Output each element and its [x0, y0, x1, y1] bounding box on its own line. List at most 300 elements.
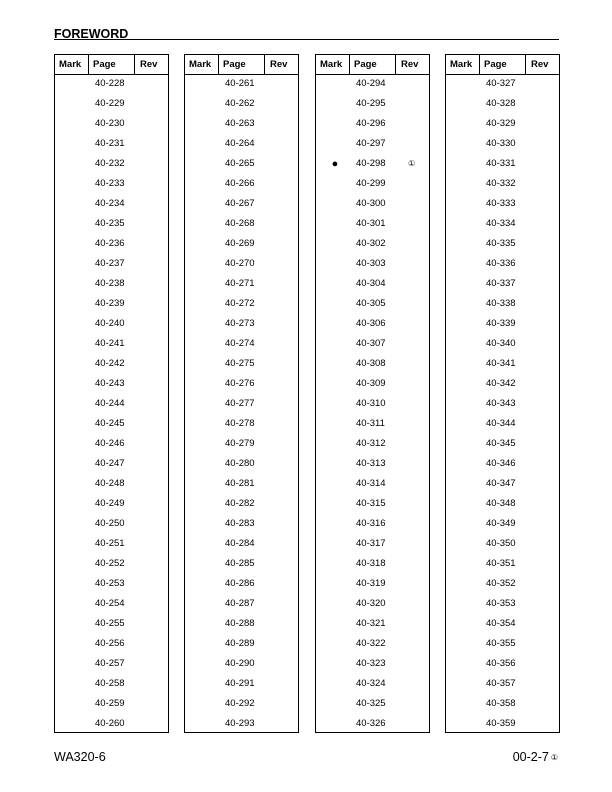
- page-column-header: Page: [89, 55, 135, 74]
- rev-cell: [135, 654, 168, 674]
- mark-cell: [316, 654, 350, 674]
- rev-cell: [265, 714, 298, 734]
- mark-cell: [316, 74, 350, 94]
- rev-cell: [396, 94, 429, 114]
- page-cell: 40-281: [225, 478, 255, 489]
- page-cell: 40-242: [95, 358, 125, 369]
- mark-cell: [316, 614, 350, 634]
- mark-cell: [185, 554, 219, 574]
- page-cell: 40-351: [486, 558, 516, 569]
- table-row: [185, 474, 298, 494]
- rev-cell: [265, 634, 298, 654]
- rev-cell: [526, 694, 559, 714]
- table-row: [446, 134, 559, 154]
- rev-cell: [526, 574, 559, 594]
- mark-cell: [316, 94, 350, 114]
- table-row: [185, 674, 298, 694]
- rev-cell: [396, 374, 429, 394]
- table-row: [316, 374, 429, 394]
- page-cell: 40-348: [486, 498, 516, 509]
- rev-cell: [396, 674, 429, 694]
- mark-cell: [55, 694, 89, 714]
- page-cell: 40-279: [225, 438, 255, 449]
- rev-cell: [135, 554, 168, 574]
- mark-cell: [55, 414, 89, 434]
- table-row: [185, 314, 298, 334]
- rev-cell: [396, 514, 429, 534]
- table-row: [55, 594, 168, 614]
- mark-cell: [185, 634, 219, 654]
- mark-cell: [316, 454, 350, 474]
- rev-cell: [265, 114, 298, 134]
- page-cell: 40-313: [356, 458, 386, 469]
- table-row: [316, 234, 429, 254]
- rev-cell: [396, 234, 429, 254]
- mark-cell: [446, 274, 480, 294]
- page-cell: 40-274: [225, 338, 255, 349]
- rev-column-header: Rev: [401, 59, 419, 70]
- rev-cell: [135, 674, 168, 694]
- rev-cell: [396, 534, 429, 554]
- table-row: [446, 454, 559, 474]
- rev-cell: [526, 354, 559, 374]
- table-row: [316, 114, 429, 134]
- rev-cell: [396, 394, 429, 414]
- mark-cell: [316, 534, 350, 554]
- mark-cell: [446, 314, 480, 334]
- table-row: [55, 114, 168, 134]
- rev-cell: [526, 194, 559, 214]
- mark-cell: [185, 214, 219, 234]
- table-row: [55, 714, 168, 734]
- mark-cell: [446, 574, 480, 594]
- page-column-header: Page: [350, 55, 396, 74]
- table-row: [316, 494, 429, 514]
- mark-cell: [185, 694, 219, 714]
- mark-cell: [316, 414, 350, 434]
- rev-cell: [135, 394, 168, 414]
- table-row: [55, 154, 168, 174]
- page-cell: 40-324: [356, 678, 386, 689]
- table-row: [55, 314, 168, 334]
- mark-cell: [446, 374, 480, 394]
- page-cell: 40-245: [95, 418, 125, 429]
- page-cell: 40-262: [225, 98, 255, 109]
- page-cell: 40-259: [95, 698, 125, 709]
- mark-cell: [446, 474, 480, 494]
- table-row: [185, 174, 298, 194]
- page-cell: 40-282: [225, 498, 255, 509]
- mark-cell: [316, 354, 350, 374]
- rev-cell: [135, 534, 168, 554]
- rev-cell: [265, 334, 298, 354]
- table-row: [185, 254, 298, 274]
- table-row: [55, 74, 168, 94]
- page-cell: 40-305: [356, 298, 386, 309]
- page-cell: 40-341: [486, 358, 516, 369]
- rev-cell: [135, 514, 168, 534]
- mark-cell: [316, 714, 350, 734]
- mark-cell: [185, 274, 219, 294]
- mark-cell: [316, 634, 350, 654]
- page-cell: 40-293: [225, 718, 255, 729]
- table-row: [316, 314, 429, 334]
- mark-cell: [55, 674, 89, 694]
- mark-cell: [185, 334, 219, 354]
- page-cell: 40-359: [486, 718, 516, 729]
- table-row: [446, 694, 559, 714]
- page-cell: 40-343: [486, 398, 516, 409]
- table-row: [316, 534, 429, 554]
- mark-cell: [185, 134, 219, 154]
- page-cell: 40-306: [356, 318, 386, 329]
- table-row: [446, 414, 559, 434]
- page-cell: 40-340: [486, 338, 516, 349]
- rev-cell: [135, 414, 168, 434]
- mark-cell: [185, 74, 219, 94]
- mark-cell: [55, 534, 89, 554]
- mark-cell: [185, 514, 219, 534]
- mark-cell: [446, 674, 480, 694]
- table-row: [55, 514, 168, 534]
- rev-cell: [265, 374, 298, 394]
- rev-cell: [265, 474, 298, 494]
- mark-cell: [185, 454, 219, 474]
- rev-cell: [396, 474, 429, 494]
- table-row: [316, 154, 429, 174]
- page-cell: 40-264: [225, 138, 255, 149]
- page-cell: 40-310: [356, 398, 386, 409]
- page-cell: 40-277: [225, 398, 255, 409]
- mark-cell: [316, 314, 350, 334]
- page-cell: 40-228: [95, 78, 125, 89]
- mark-cell: [185, 434, 219, 454]
- table-body: [446, 74, 559, 732]
- table-row: [185, 74, 298, 94]
- page-cell: 40-307: [356, 338, 386, 349]
- page-cell: 40-354: [486, 618, 516, 629]
- rev-cell: [526, 554, 559, 574]
- rev-cell: [135, 374, 168, 394]
- page-cell: 40-240: [95, 318, 125, 329]
- page-cell: 40-308: [356, 358, 386, 369]
- page-cell: 40-276: [225, 378, 255, 389]
- table-row: [55, 254, 168, 274]
- page-cell: 40-352: [486, 578, 516, 589]
- page-cell: 40-347: [486, 478, 516, 489]
- mark-column-header: Mark: [55, 55, 89, 74]
- rev-cell: [526, 174, 559, 194]
- page-cell: 40-356: [486, 658, 516, 669]
- mark-cell: [185, 654, 219, 674]
- table-row: [446, 574, 559, 594]
- table-row: [446, 334, 559, 354]
- mark-cell: [55, 554, 89, 574]
- mark-cell: [446, 74, 480, 94]
- rev-cell: [265, 254, 298, 274]
- table-row: [55, 534, 168, 554]
- page-cell: 40-338: [486, 298, 516, 309]
- rev-cell: [135, 114, 168, 134]
- table-row: [446, 594, 559, 614]
- rev-cell: [396, 274, 429, 294]
- mark-cell: [316, 134, 350, 154]
- table-row: [185, 494, 298, 514]
- rev-cell: [265, 214, 298, 234]
- table-row: [55, 614, 168, 634]
- rev-cell: [396, 454, 429, 474]
- mark-cell: [55, 594, 89, 614]
- page-cell: 40-252: [95, 558, 125, 569]
- page-cell: 40-267: [225, 198, 255, 209]
- mark-cell: [316, 254, 350, 274]
- page-cell: 40-301: [356, 218, 386, 229]
- rev-cell: [396, 594, 429, 614]
- table-row: [316, 554, 429, 574]
- mark-cell: [185, 474, 219, 494]
- mark-cell: [55, 654, 89, 674]
- table-row: [55, 474, 168, 494]
- mark-cell: [446, 654, 480, 674]
- mark-cell: [446, 254, 480, 274]
- mark-cell: [316, 274, 350, 294]
- rev-cell: [265, 394, 298, 414]
- table-row: [55, 134, 168, 154]
- page-cell: 40-250: [95, 518, 125, 529]
- page-cell: 40-326: [356, 718, 386, 729]
- page-cell: 40-287: [225, 598, 255, 609]
- table-row: [185, 154, 298, 174]
- rev-cell: [265, 574, 298, 594]
- mark-cell: [55, 74, 89, 94]
- mark-cell: [316, 234, 350, 254]
- rev-cell: [396, 294, 429, 314]
- page-table-1: [54, 54, 169, 733]
- rev-cell: [526, 494, 559, 514]
- page-cell: 40-283: [225, 518, 255, 529]
- table-row: [185, 554, 298, 574]
- rev-cell: [396, 654, 429, 674]
- rev-cell: [526, 414, 559, 434]
- rev-cell: [265, 294, 298, 314]
- table-row: [446, 634, 559, 654]
- page-cell: 40-314: [356, 478, 386, 489]
- mark-cell: [446, 634, 480, 654]
- rev-cell: [396, 114, 429, 134]
- table-row: [55, 454, 168, 474]
- rev-cell: [135, 154, 168, 174]
- mark-cell: ●: [331, 158, 339, 170]
- page-cell: 40-296: [356, 118, 386, 129]
- mark-cell: [446, 214, 480, 234]
- page-table-3: [315, 54, 430, 733]
- rev-cell: [265, 94, 298, 114]
- table-row: [55, 674, 168, 694]
- page-cell: 40-300: [356, 198, 386, 209]
- page-cell: 40-333: [486, 198, 516, 209]
- mark-cell: [316, 594, 350, 614]
- mark-cell: [316, 174, 350, 194]
- page-cell: 40-251: [95, 538, 125, 549]
- page-cell: 40-294: [356, 78, 386, 89]
- mark-cell: [55, 514, 89, 534]
- rev-cell: [526, 94, 559, 114]
- mark-cell: [185, 594, 219, 614]
- mark-cell: [185, 194, 219, 214]
- rev-cell: [135, 494, 168, 514]
- rev-column-header: Rev: [270, 59, 288, 70]
- table-row: [446, 514, 559, 534]
- mark-cell: [446, 394, 480, 414]
- page-cell: 40-271: [225, 278, 255, 289]
- mark-cell: [316, 374, 350, 394]
- table-row: [185, 374, 298, 394]
- table-body: [185, 74, 298, 732]
- table-row: [446, 494, 559, 514]
- page-cell: 40-248: [95, 478, 125, 489]
- table-row: [446, 654, 559, 674]
- rev-cell: [396, 554, 429, 574]
- table-row: [55, 174, 168, 194]
- rev-cell: [135, 634, 168, 654]
- rev-cell: [396, 414, 429, 434]
- mark-cell: [316, 434, 350, 454]
- page-cell: 40-247: [95, 458, 125, 469]
- rev-cell: [396, 194, 429, 214]
- page-cell: 40-233: [95, 178, 125, 189]
- mark-cell: [446, 534, 480, 554]
- table-row: [55, 394, 168, 414]
- page-cell: 40-295: [356, 98, 386, 109]
- mark-cell: [55, 394, 89, 414]
- table-row: [446, 94, 559, 114]
- page-cell: 40-235: [95, 218, 125, 229]
- page-cell: 40-263: [225, 118, 255, 129]
- page-cell: 40-258: [95, 678, 125, 689]
- mark-cell: [446, 194, 480, 214]
- page-cell: 40-265: [225, 158, 255, 169]
- table-row: [185, 114, 298, 134]
- table-row: [316, 634, 429, 654]
- table-row: [446, 714, 559, 734]
- rev-cell: [135, 74, 168, 94]
- table-row: [446, 214, 559, 234]
- page-cell: 40-278: [225, 418, 255, 429]
- rev-cell: [396, 134, 429, 154]
- table-row: [446, 74, 559, 94]
- page-cell: 40-350: [486, 538, 516, 549]
- rev-cell: [135, 234, 168, 254]
- rev-cell: [265, 134, 298, 154]
- page-cell: 40-297: [356, 138, 386, 149]
- page-cell: 40-229: [95, 98, 125, 109]
- mark-cell: [55, 94, 89, 114]
- page-cell: 40-280: [225, 458, 255, 469]
- table-row: [316, 574, 429, 594]
- page-cell: 40-291: [225, 678, 255, 689]
- rev-cell: [396, 714, 429, 734]
- rev-cell: [265, 174, 298, 194]
- mark-cell: [316, 514, 350, 534]
- page-title: FOREWORD: [54, 27, 129, 41]
- mark-cell: [446, 714, 480, 734]
- table-row: [55, 554, 168, 574]
- model-name: WA320-6: [54, 750, 106, 764]
- rev-cell: [265, 194, 298, 214]
- page-cell: 40-309: [356, 378, 386, 389]
- page-cell: 40-257: [95, 658, 125, 669]
- table-row: [316, 194, 429, 214]
- table-row: [316, 434, 429, 454]
- page-cell: 40-236: [95, 238, 125, 249]
- page-cell: 40-232: [95, 158, 125, 169]
- page-cell: 40-345: [486, 438, 516, 449]
- mark-cell: [446, 594, 480, 614]
- page-cell: 40-303: [356, 258, 386, 269]
- mark-column-header: Mark: [185, 55, 219, 74]
- rev-cell: [265, 514, 298, 534]
- table-row: [316, 514, 429, 534]
- page-header: [54, 25, 559, 40]
- table-row: [316, 94, 429, 114]
- page-cell: 40-331: [486, 158, 516, 169]
- rev-cell: [526, 154, 559, 174]
- mark-cell: [55, 434, 89, 454]
- mark-cell: [55, 354, 89, 374]
- mark-column-header: Mark: [316, 55, 350, 74]
- table-header: [55, 55, 168, 75]
- table-row: [316, 674, 429, 694]
- rev-cell: [396, 254, 429, 274]
- table-row: [446, 154, 559, 174]
- page-cell: 40-342: [486, 378, 516, 389]
- mark-cell: [316, 394, 350, 414]
- table-row: [185, 454, 298, 474]
- table-row: [446, 194, 559, 214]
- mark-cell: [55, 474, 89, 494]
- rev-cell: [135, 434, 168, 454]
- rev-cell: [265, 534, 298, 554]
- mark-cell: [185, 114, 219, 134]
- page-cell: 40-302: [356, 238, 386, 249]
- table-row: [446, 314, 559, 334]
- table-header: [446, 55, 559, 75]
- table-row: [316, 694, 429, 714]
- page-cell: 40-315: [356, 498, 386, 509]
- rev-cell: [135, 254, 168, 274]
- rev-cell: [135, 174, 168, 194]
- mark-cell: [316, 114, 350, 134]
- page-cell: 40-261: [225, 78, 255, 89]
- mark-cell: [55, 274, 89, 294]
- table-row: [316, 74, 429, 94]
- rev-cell: [526, 74, 559, 94]
- page-cell: 40-339: [486, 318, 516, 329]
- page-cell: 40-344: [486, 418, 516, 429]
- mark-cell: [55, 574, 89, 594]
- mark-cell: [446, 114, 480, 134]
- rev-cell: [526, 614, 559, 634]
- rev-cell: [135, 574, 168, 594]
- table-row: [446, 394, 559, 414]
- rev-cell: [526, 134, 559, 154]
- page-cell: 40-256: [95, 638, 125, 649]
- page-cell: 40-231: [95, 138, 125, 149]
- page-cell: 40-237: [95, 258, 125, 269]
- table-row: [55, 434, 168, 454]
- page-cell: 40-270: [225, 258, 255, 269]
- mark-cell: [55, 254, 89, 274]
